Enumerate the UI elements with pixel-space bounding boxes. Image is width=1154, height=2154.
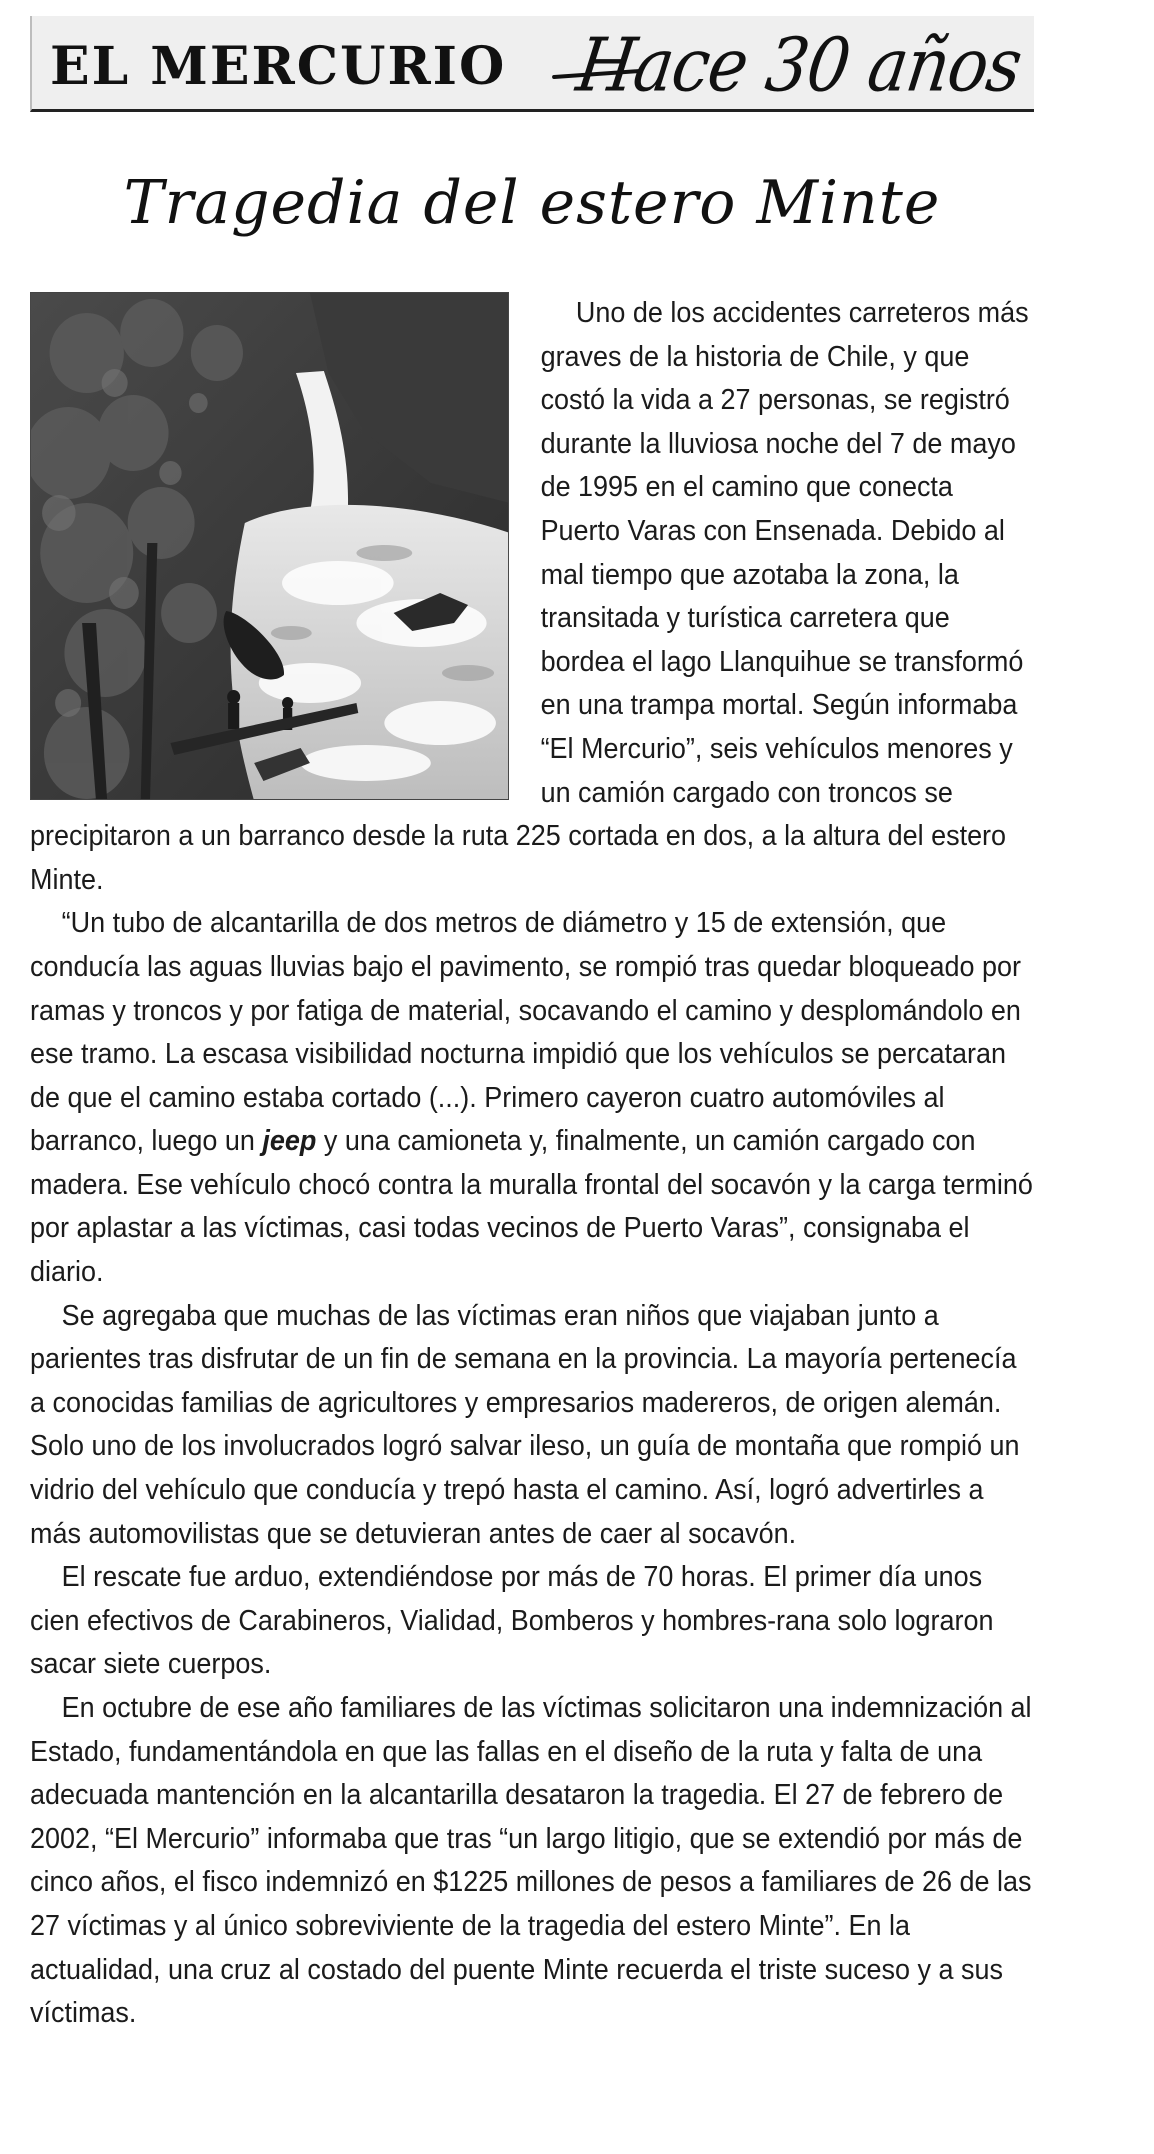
newspaper-clipping	[30, 16, 1040, 2030]
article-paragraph: Se agregaba que muchas de las víctimas eran niños que viajaban junto a parientes tras disfrutar de un fin de semana en la provincia. La mayoría pertenecía a conocidas familias de agricultores y empresarios madereros, de origen alemán. Solo uno de los involucrados logró salvar ileso, un guía de montaña que rompió un vidrio del vehículo que conducía y trepó hasta el camino. Así, logró advertirles a más automovilistas que se detuvieran antes de caer al socavón.	[30, 1299, 1020, 1550]
section-banner	[30, 16, 1034, 112]
article-headline: Tragedia del estero Minte	[123, 168, 941, 238]
publication-name: EL MERCURIO	[50, 36, 507, 97]
paragraph-text: “Un tubo de alcantarilla de dos metros de diámetro y 15 de extensión, que conducía las aguas lluvias bajo el pavimento, se rompió tras quedar bloqueado por ramas y troncos y por fatiga de material, socavando el camino y desplomándolo en ese tramo. La escasa visibilidad nocturna impidió que los vehículos se percataran de que el camino estaba cortado (...). Primero cayeron cuatro automóviles al barranco, luego un	[30, 907, 1022, 1158]
article-paragraph: Uno de los accidentes carreteros más graves de la historia de Chile, y que costó la vida a 27 personas, se registró durante la lluviosa noche del 7 de mayo de 1995 en el camino que conecta Puerto Varas con Ensenada. Debido al mal tiempo que azotaba la zona, la transitada y turística carretera que bordea el lago Llanquihue se transformó en una trampa mortal. Según informaba “El Mercurio”, seis vehículos menores y un camión cargado con troncos se precipitaron a un barranco desde la ruta 225 cortada en dos, a la altura del estero Minte.	[30, 297, 1029, 896]
article-paragraph: El rescate fue arduo, extendiéndose por más de 70 horas. El primer día unos cien efectivos de Carabineros, Vialidad, Bomberos y hombres-rana solo lograron sacar siete cuerpos.	[30, 1561, 994, 1681]
paragraph-text: y una camioneta y, finalmente, un camión cargado con madera. Ese vehículo chocó contra la muralla frontal del socavón y la carga terminó por aplastar a las víctimas, casi todas vecinos de Puerto Varas”, consignaba el diario.	[30, 1125, 1033, 1289]
article-body	[30, 292, 1033, 2036]
article-paragraph	[30, 902, 1034, 1294]
section-tagline: Hace 30 años	[571, 22, 1027, 109]
waterfall-photo	[30, 292, 509, 800]
emphasized-term: jeep	[262, 1125, 317, 1158]
article-paragraph: En octubre de ese año familiares de las víctimas solicitaron una indemnización al Estado, fundamentándola en que las fallas en el diseño de la ruta y falta de una adecuada mantención en la alcantarilla desataron la tragedia. El 27 de febrero de 2002, “El Mercurio” informaba que tras “un largo litigio, que se extendió por más de cinco años, el fisco indemnizó en $1225 millones de pesos a familiares de 26 de las 27 víctimas y al único sobreviviente de la tragedia del estero Minte”. En la actualidad, una cruz al costado del puente Minte recuerda el triste suceso y a sus víctimas.	[30, 1692, 1032, 2030]
